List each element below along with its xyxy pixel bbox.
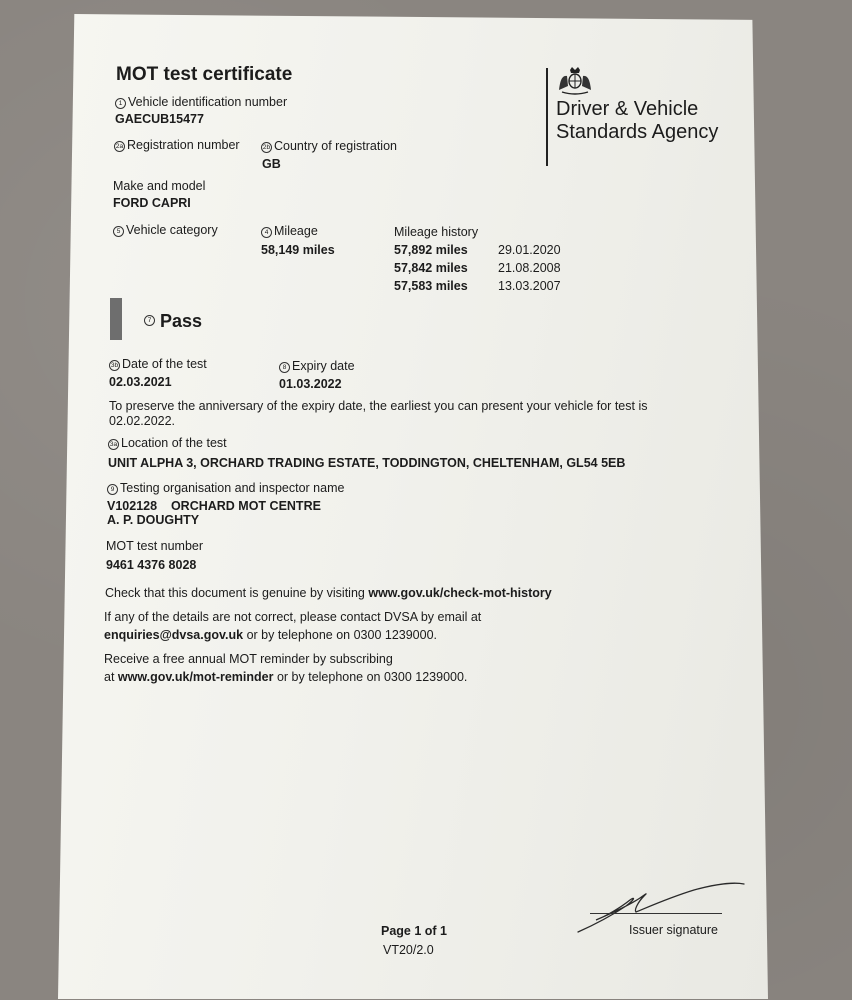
result-marker [110,298,122,340]
country-value: GB [262,157,281,171]
preserve-note-date: 02.02.2022. [109,414,176,428]
mileage-value: 58,149 miles [261,243,335,257]
vehicle-category-label: 5 Vehicle category [113,223,218,237]
check-mot-history-link[interactable]: www.gov.uk/check-mot-history [368,586,552,600]
mileage-history-miles: 57,583 miles [394,279,468,293]
agency-name: Driver & Vehicle Standards Agency [556,98,719,143]
mot-reminder-link[interactable]: www.gov.uk/mot-reminder [117,670,274,684]
form-code: VT20/2.0 [383,943,434,957]
preserve-note: To preserve the anniversary of the expiry date, the earliest you can present your vehicle for test is [109,399,648,413]
vin-label: 1 Vehicle identification number [115,95,287,109]
mileage-history-date: 29.01.2020 [498,243,561,257]
vin-value: GAECUB15477 [115,112,204,126]
field-number: 2b [262,144,271,151]
royal-crest-icon [556,66,594,96]
reminder-link-line: at www.gov.uk/mot-reminder or by telephone on 0300 1239000. [104,670,468,684]
expiry-date-label: 8 Expiry date [279,359,355,373]
field-number: 3a [109,441,118,448]
test-number-label: MOT test number [106,539,204,553]
country-label: 2b Country of registration [262,139,397,153]
contact-text: If any of the details are not correct, please contact DVSA by email at [104,610,482,624]
inspector-name: A. P. DOUGHTY [107,513,200,527]
issuer-signature-label: Issuer signature [629,923,718,937]
check-genuine-text: Check that this document is genuine by visiting www.gov.uk/check-mot-history [105,586,552,600]
location-label: 3a Location of the test [109,436,227,450]
field-number: 2a [115,143,124,150]
contact-email-line: enquiries@dvsa.gov.uk or by telephone on 0300 1239000. [104,628,438,642]
field-number: 1 [115,98,126,109]
make-model-value: FORD CAPRI [113,196,191,210]
mileage-history-date: 13.03.2007 [498,279,561,293]
field-number: 5 [113,226,124,237]
test-number-value: 9461 4376 8028 [106,558,197,572]
dvsa-email-link[interactable]: enquiries@dvsa.gov.uk [104,628,244,642]
field-number: 4 [261,227,272,238]
mileage-history-miles: 57,892 miles [394,243,468,257]
make-model-label: Make and model [113,179,206,193]
expiry-date-value: 01.03.2022 [279,377,342,391]
result-number: 7 [144,312,157,326]
organisation-label: 9 Testing organisation and inspector name [107,481,344,495]
test-date-label: 3b Date of the test [110,357,207,371]
registration-label: 2a Registration number [115,138,240,152]
reminder-text: Receive a free annual MOT reminder by subscribing [104,652,393,666]
result-pass: Pass [160,311,203,331]
mileage-history-label: Mileage history [394,225,479,239]
organisation-value: V102128 ORCHARD MOT CENTRE [107,499,321,513]
agency-divider [546,68,548,166]
mileage-history-miles: 57,842 miles [394,261,468,275]
mileage-history-date: 21.08.2008 [498,261,561,275]
test-date-value: 02.03.2021 [109,375,172,389]
field-number: 8 [279,362,290,373]
field-number: 3b [110,362,119,369]
page-number: Page 1 of 1 [381,924,447,938]
mileage-label: 4 Mileage [261,224,318,238]
field-number: 9 [107,484,118,495]
page-title: MOT test certificate [116,64,293,85]
location-value: UNIT ALPHA 3, ORCHARD TRADING ESTATE, TODDINGTON, CHELTENHAM, GL54 5EB [108,456,626,470]
signature-line [590,913,722,914]
